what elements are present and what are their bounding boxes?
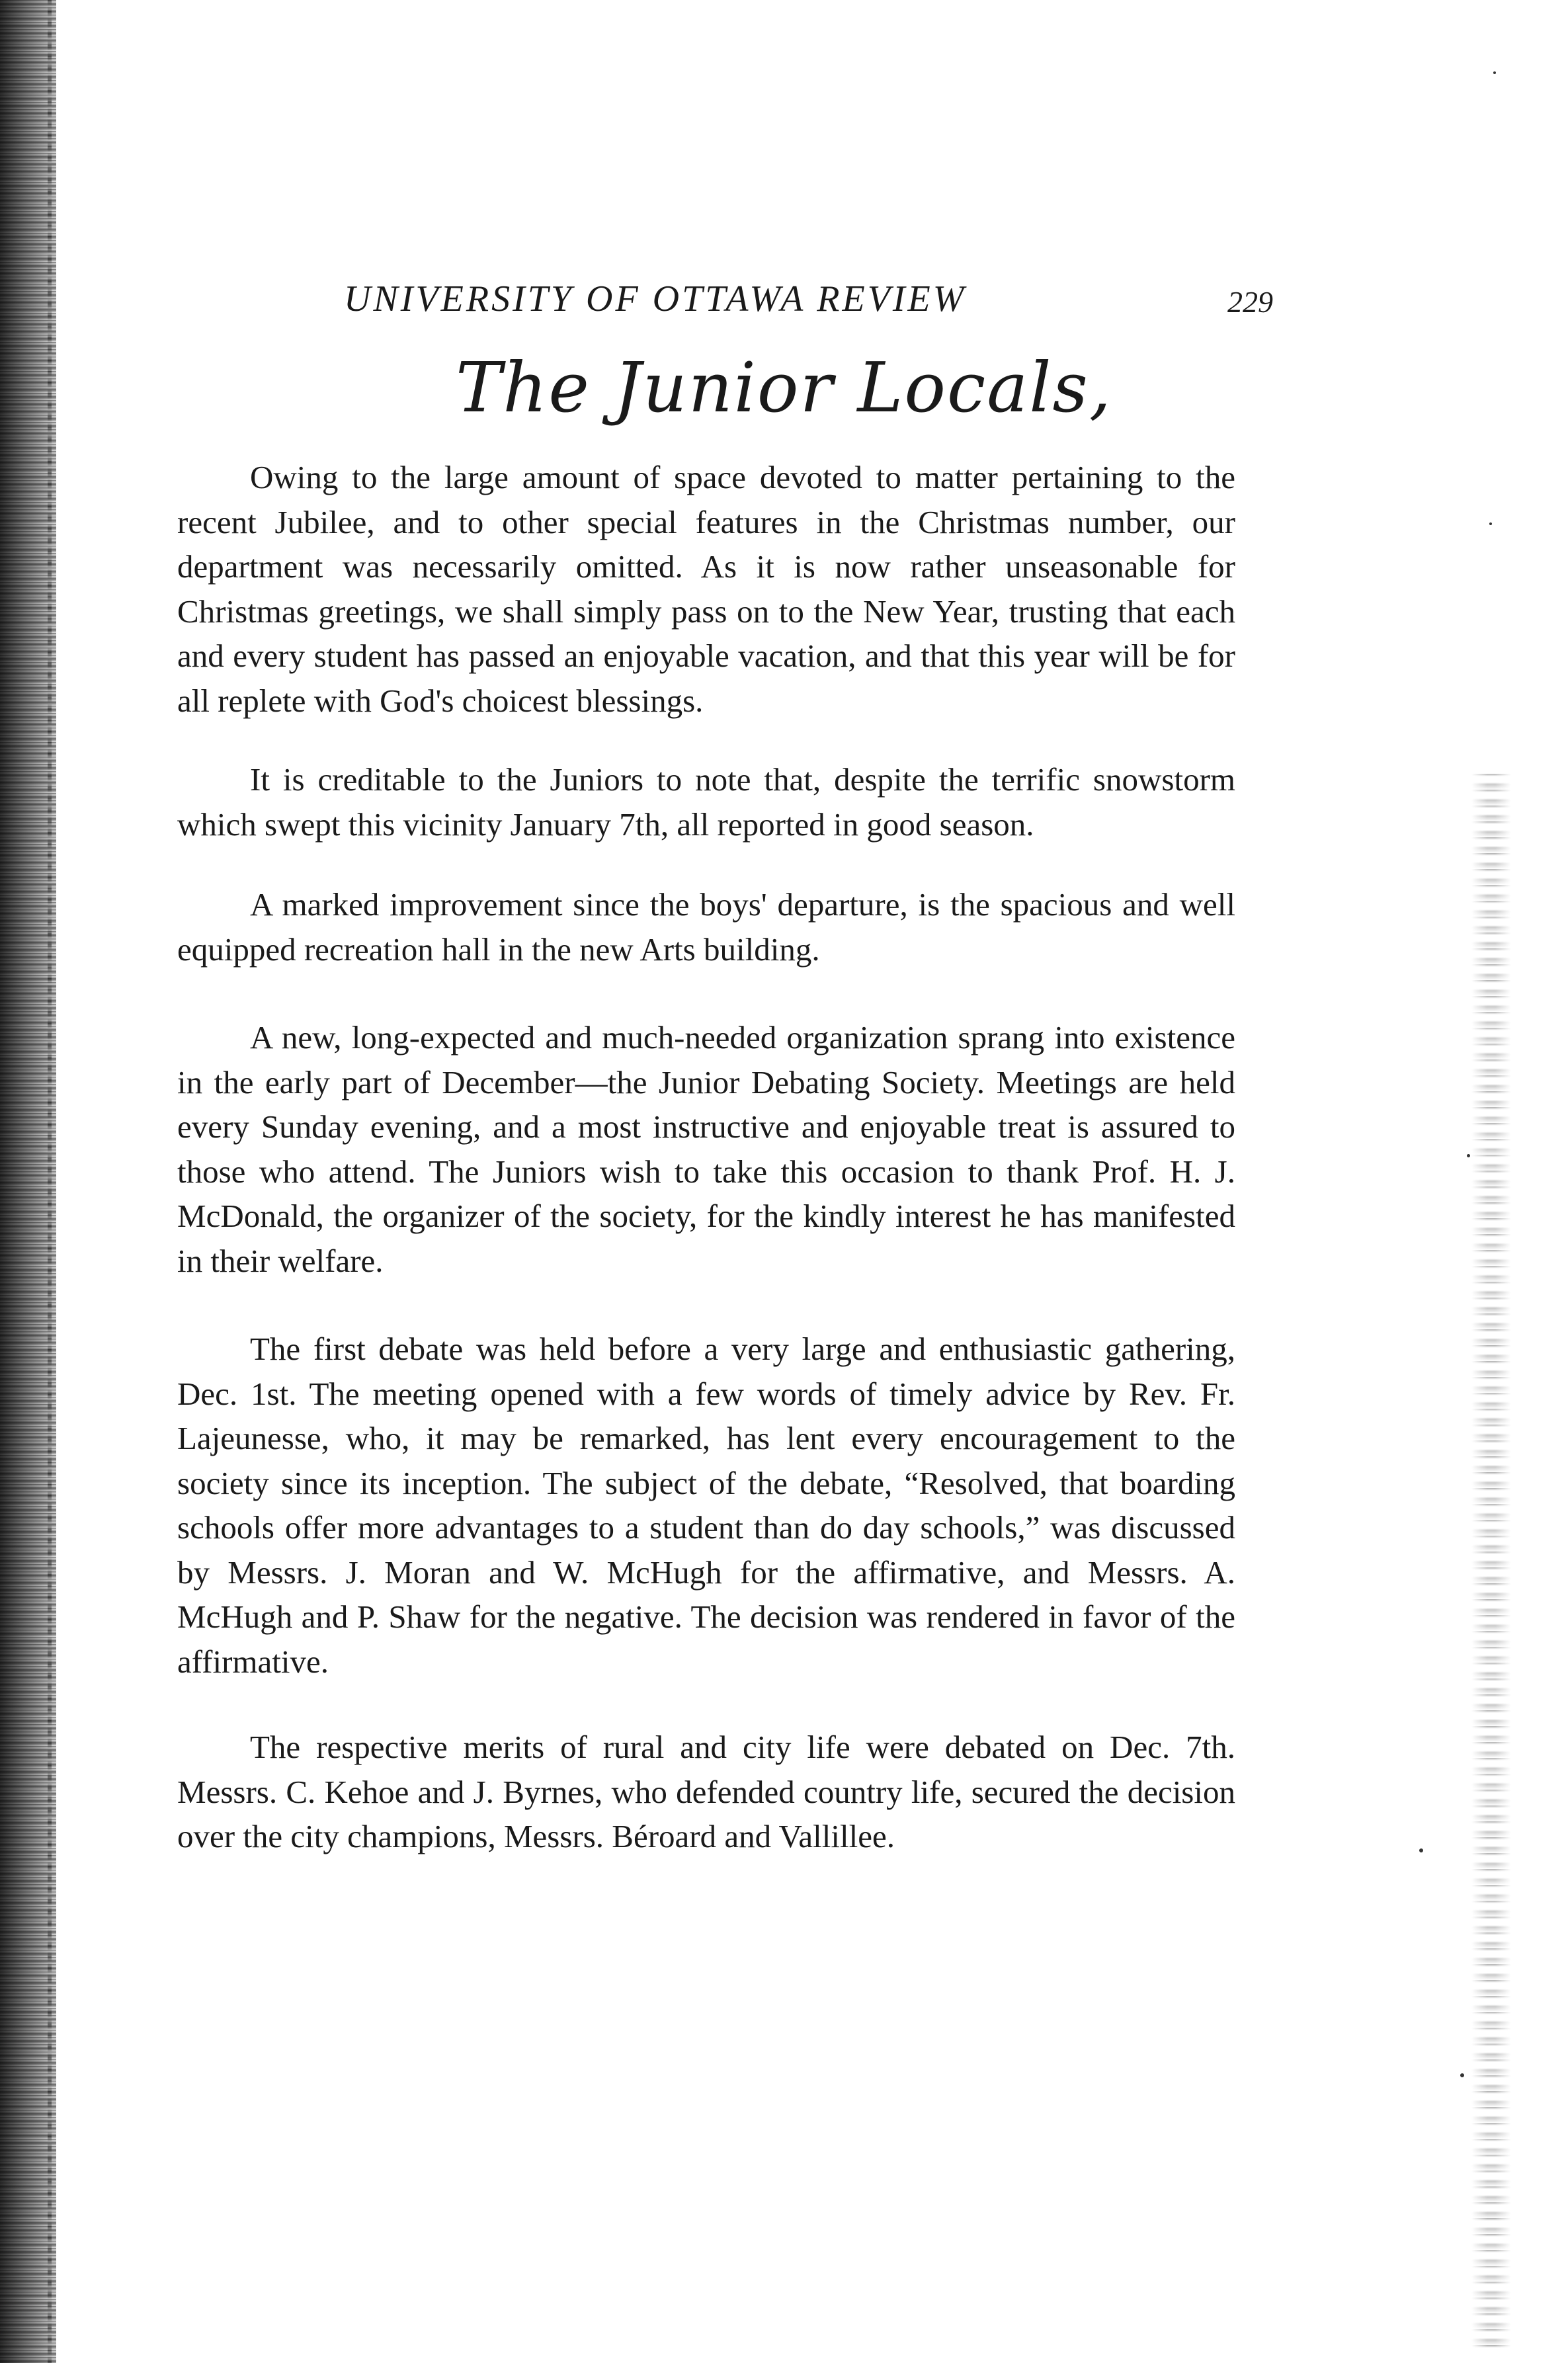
paragraph: The respective merits of rural and city life were debated on Dec. 7th. Messrs. C. Kehoe and J. Byrnes, who defended country life, secured the decision over the city champions, Messrs. Béroard and Vallillee. — [177, 1729, 1235, 1854]
paragraph: A marked improvement since the boys' departure, is the spacious and well equipped recreation hall in the new Arts building. — [177, 886, 1235, 968]
running-head — [344, 278, 1336, 331]
article-body — [177, 455, 1235, 1896]
page-number: 229 — [1227, 285, 1273, 319]
paragraph: A new, long-expected and much-needed organization sprang into existence in the early part of December—the Junior Debating Society. Meetings are held every Sunday evening, and a most instructive and enjoyable treat is assured to those who attend. The Juniors wish to take this occasion to thank Prof. H. J. McDonald, the organizer of the society, for the kindly interest he has manifested in their welfare. — [177, 1019, 1235, 1279]
speck — [1493, 71, 1496, 74]
speck — [1419, 1848, 1423, 1852]
paragraph: It is creditable to the Juniors to note that, despite the terrific snowstorm which swept this vicinity January 7th, all reported in good season. — [177, 761, 1235, 843]
speck — [1489, 522, 1492, 525]
section-title: The Junior Locals, — [456, 347, 1112, 428]
paragraph: Owing to the large amount of space devoted to matter pertaining to the recent Jubilee, and to other special features in the Christmas number, our department was necessarily omitted. As it is now rather unseasonable for Christmas greetings, we shall simply pass on to the New Year, trusting that each and every student has passed an enjoyable vacation, and that this year will be for all replete with God's choicest blessings. — [177, 459, 1235, 719]
paragraph: The first debate was held before a very large and enthusiastic gathering, Dec. 1st. The meeting opened with a few words of timely advice by Rev. Fr. Lajeunesse, who, it may be remarked, has lent every encouragement to the society since its inception. The subject of the debate, “Resolved, that boarding schools offer more advantages to a student than do day schools,” was discussed by Messrs. J. Moran and W. McHugh for the affirmative, and Messrs. A. McHugh and P. Shaw for the negative. The decision was rendered in favor of the affirmative. — [177, 1331, 1235, 1680]
speck — [1460, 2073, 1464, 2077]
speck — [1467, 1154, 1470, 1157]
running-title: UNIVERSITY OF OTTAWA REVIEW — [344, 278, 967, 319]
scan-edge-noise — [1471, 774, 1511, 2348]
